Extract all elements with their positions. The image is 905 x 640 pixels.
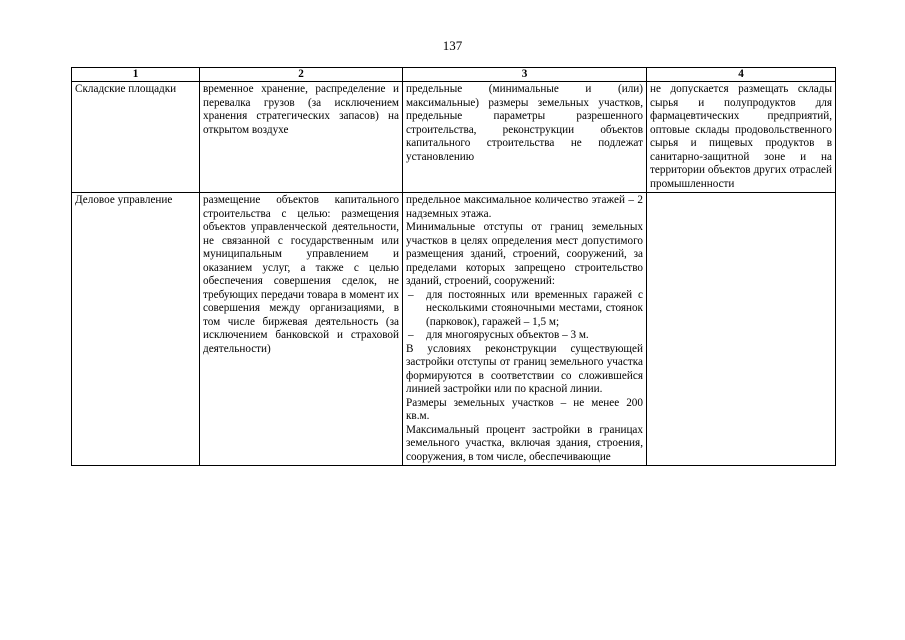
restrictions-cell <box>647 82 836 193</box>
use-description-cell <box>200 193 403 466</box>
list-item <box>406 329 643 343</box>
dash-marker: – <box>408 288 414 301</box>
parameters-cell <box>403 193 647 466</box>
page-number: 137 <box>442 38 463 53</box>
restrictions-text: не допускается размещать склады сырья и полупродуктов для фармацевтических предприятий, оптовые склады продовольственного сырья и пищевых продуктов в санитарно-защитной зоне и на территории объектов других отраслей промышленности <box>650 83 832 190</box>
parameters-paragraph: Размеры земельных участков – не менее 200 кв.м. <box>406 396 643 422</box>
list-item-text: для многоярусных объектов – 3 м. <box>426 329 589 341</box>
use-type-cell: Складские площадки <box>72 82 200 193</box>
use-description-text: размещение объектов капитального строительства с целью: размещения объектов управленческой деятельности, не связанной с государственным или муниципальным управлением и оказанием услуг, а также с целью обеспечения совершения сделок, не требующих передачи товара в момент их совершения между организациями, в том числе биржевая деятельность (за исключением банковской и страховой деятельности) <box>203 194 399 355</box>
land-use-table <box>71 67 836 466</box>
table-row <box>72 82 836 193</box>
header-cell-3: 3 <box>403 68 647 82</box>
list-item-text: для постоянных или временных гаражей с несколькими стояночными местами, стоянок (парковок), гаражей – 1,5 м; <box>426 288 643 328</box>
use-description-cell <box>200 82 403 193</box>
header-cell-2: 2 <box>200 68 403 82</box>
list-item <box>406 289 643 330</box>
dash-marker: – <box>408 329 414 341</box>
header-cell-4: 4 <box>647 68 836 82</box>
table-row <box>72 193 836 466</box>
restrictions-cell <box>647 193 836 466</box>
parameters-paragraph: предельное максимальное количество этажей – 2 надземных этажа. <box>406 194 643 220</box>
header-cell-1: 1 <box>72 68 200 82</box>
setback-list <box>406 289 643 343</box>
parameters-cell <box>403 82 647 193</box>
parameters-paragraph: В условиях реконструкции существующей застройки отступы от границ земельного участка формируются в соответствии со сложившейся линией застройки или по красной линии. <box>406 342 643 395</box>
parameters-paragraph: Минимальные отступы от границ земельных участков в целях определения мест допустимого размещения зданий, строений, сооружений, за пределами которых запрещено строительство зданий, строений, сооружений: <box>406 221 643 287</box>
parameters-text: предельные (минимальные и (или) максимальные) размеры земельных участков, предельные параметры разрешенного строительства, реконструкции объектов капитального строительства не подлежат установлению <box>406 83 643 163</box>
parameters-paragraph: Максимальный процент застройки в границах земельного участка, включая здания, строения, сооружения, в том числе, обеспечивающие <box>406 423 643 463</box>
use-type-cell: Деловое управление <box>72 193 200 466</box>
use-description-text: временное хранение, распределение и перевалка грузов (за исключением хранения стратегических запасов) на открытом воздухе <box>203 83 399 136</box>
table-header-row <box>72 68 836 82</box>
